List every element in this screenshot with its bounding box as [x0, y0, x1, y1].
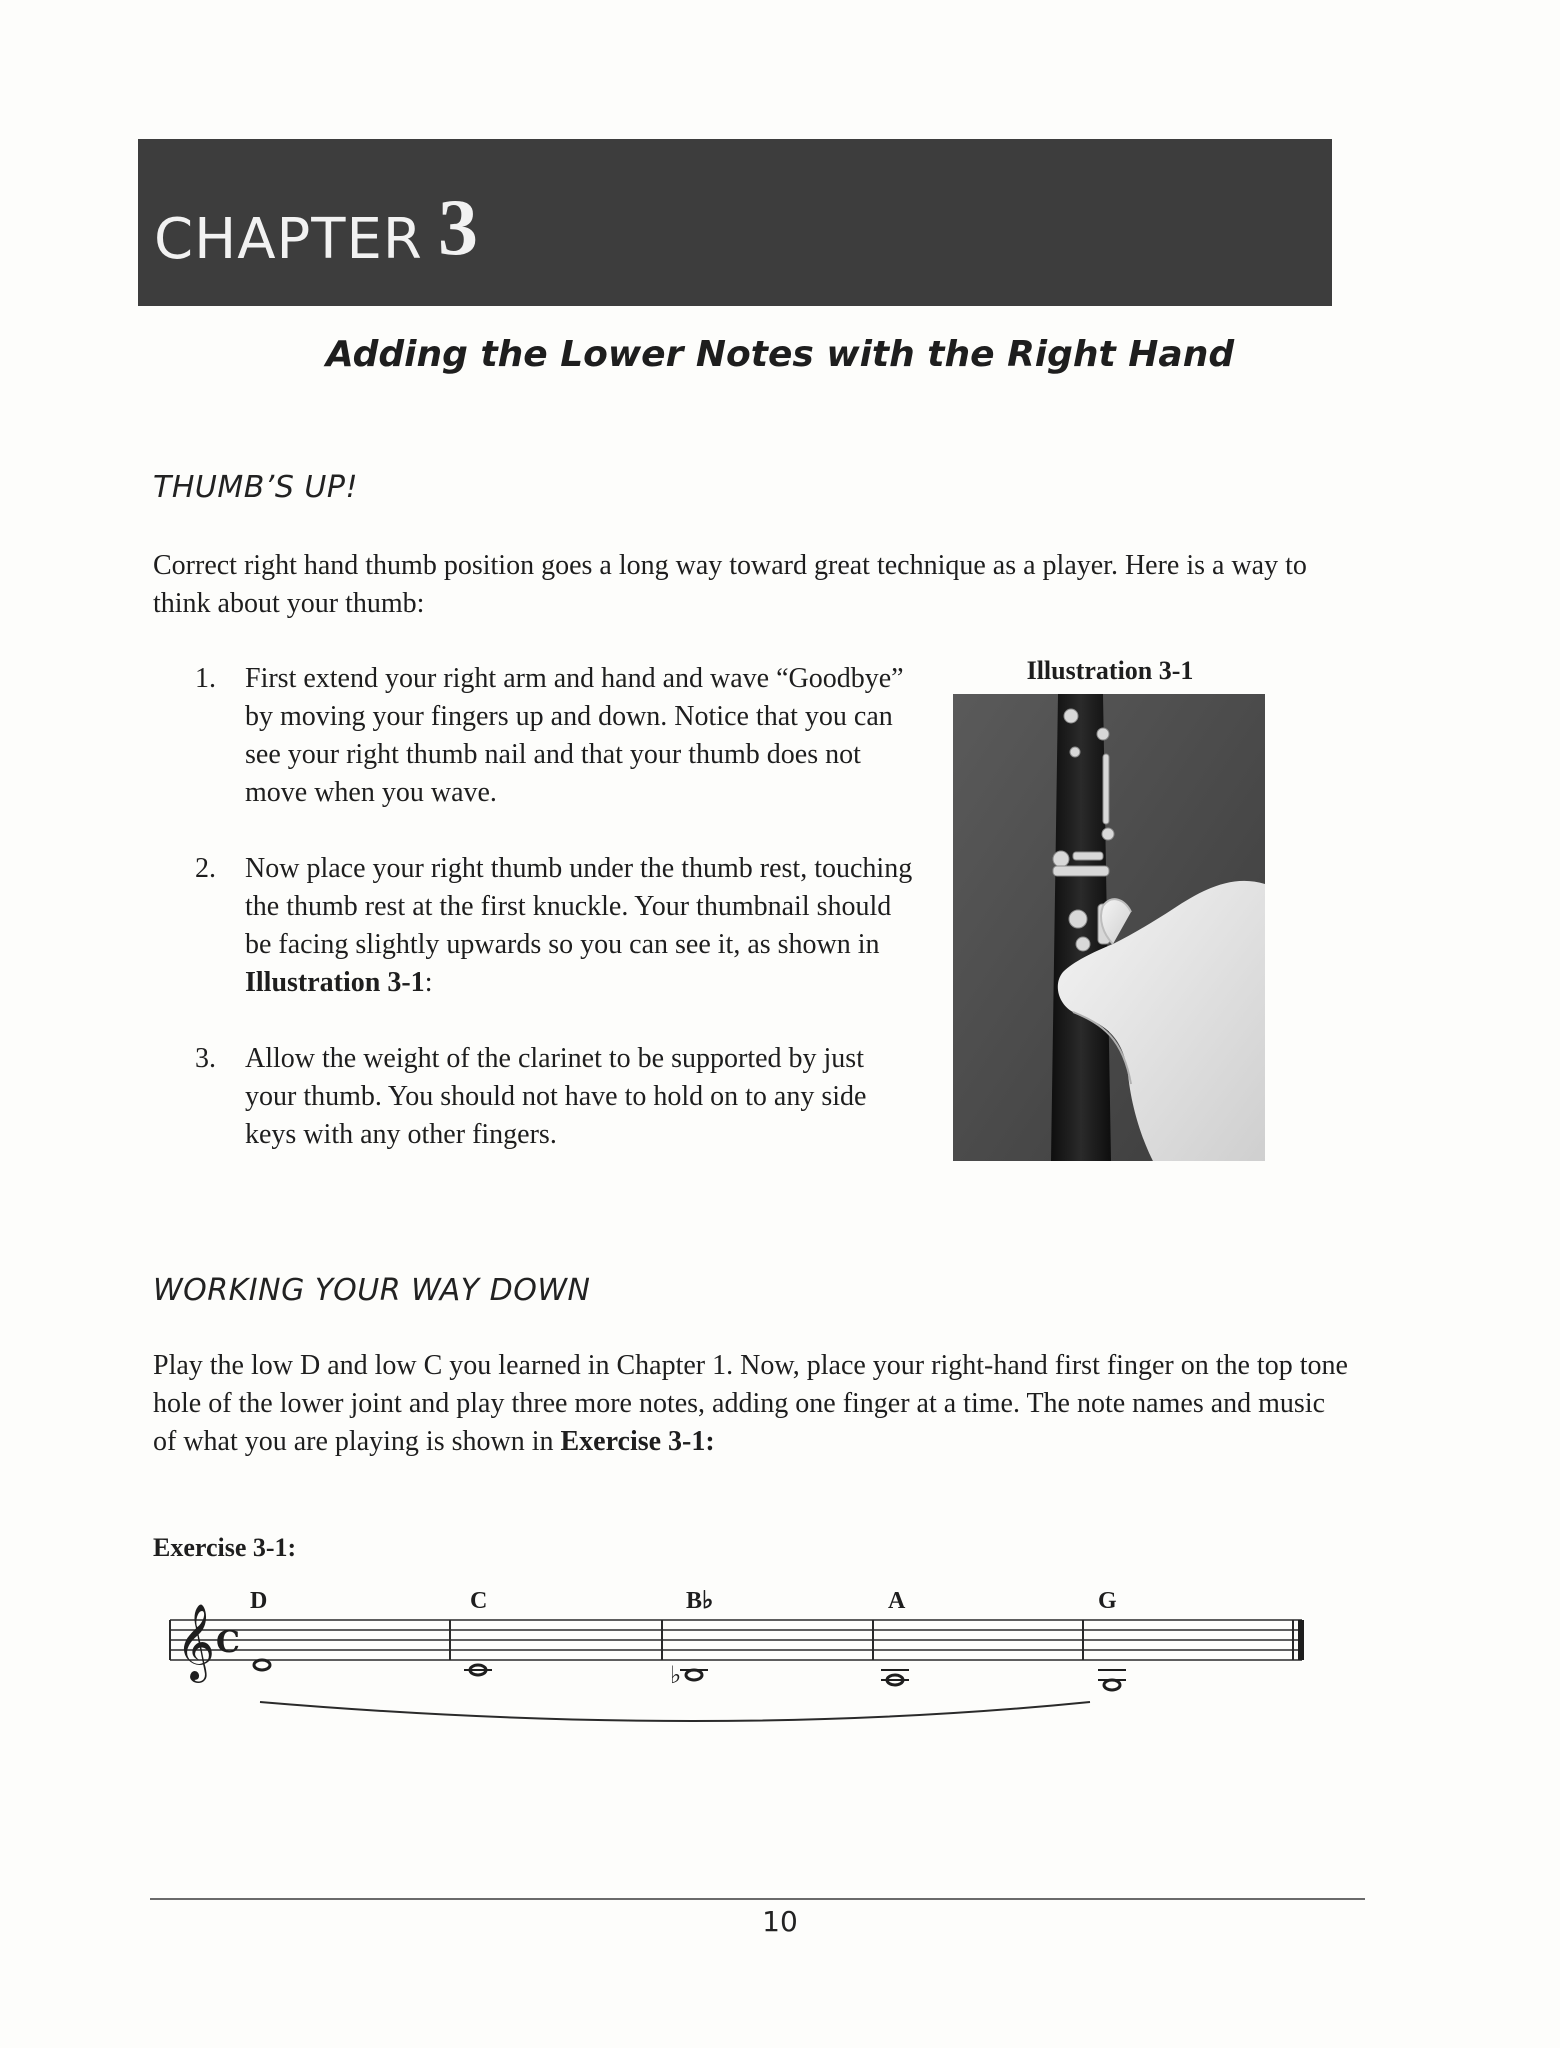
footer-rule — [150, 1898, 1365, 1900]
note-name: D — [250, 1588, 268, 1614]
note-name: C — [470, 1588, 488, 1614]
steps-list — [195, 660, 915, 1192]
intro-paragraph: Correct right hand thumb position goes a long way toward great technique as a player. Here is a way to think about your thumb: — [153, 550, 1307, 619]
list-item — [195, 850, 915, 1002]
list-item — [195, 660, 915, 812]
music-staff — [150, 1580, 1315, 1740]
section-heading-working-down: WORKING YOUR WAY DOWN — [153, 1273, 591, 1308]
step-number: 2. — [195, 853, 216, 884]
whole-note — [686, 1670, 702, 1680]
chapter-word: CHAPTER — [154, 207, 423, 272]
section-heading-thumbs-up: THUMB’S UP! — [153, 470, 358, 505]
treble-clef-icon: 𝄞 — [176, 1603, 216, 1680]
step-number: 3. — [195, 1043, 216, 1074]
working-down-text: Play the low D and low C you learned in Chapter 1. Now, place your right-hand first finger on the top tone hole of the lower joint and play three more notes, adding one finger at a time. The note names and music of what you are playing is shown in — [153, 1350, 1348, 1457]
whole-note — [1104, 1680, 1120, 1690]
illustration-caption: Illustration 3-1 — [1026, 656, 1194, 685]
chapter-subtitle: Adding the Lower Notes with the Right Hand — [325, 334, 1235, 375]
staff-lines — [170, 1620, 1302, 1660]
page-number: 10 — [762, 1905, 798, 1938]
step-text: First extend your right arm and hand and wave “Goodbye” by moving your fingers up and down. Notice that you can see your right thumb nail and that your thumb does not move when you wave. — [245, 663, 904, 808]
clarinet-hand-photo — [953, 694, 1265, 1161]
exercise-label: Exercise 3-1: — [153, 1533, 297, 1562]
common-time-icon: C — [216, 1625, 240, 1660]
whole-note — [254, 1660, 270, 1670]
step-text: Now place your right thumb under the thumb rest, touching the thumb rest at the first knuckle. Your thumbnail should be facing slightly upwards so you can see it, as shown in — [245, 853, 913, 960]
exercise-reference: Exercise 3-1: — [560, 1426, 715, 1457]
note-name: G — [1098, 1588, 1117, 1614]
list-item — [195, 1040, 915, 1154]
working-down-paragraph — [153, 1347, 1353, 1461]
illustration-reference: Illustration 3-1 — [245, 967, 425, 998]
chapter-banner — [138, 139, 1332, 306]
slur — [260, 1702, 1090, 1721]
step-text: Allow the weight of the clarinet to be supported by just your thumb. You should not have to hold on to any side keys with any other fingers. — [245, 1043, 867, 1150]
chapter-number: 3 — [438, 184, 478, 272]
step-suffix: : — [424, 967, 433, 998]
step-number: 1. — [195, 663, 216, 694]
flat-icon: ♭ — [670, 1661, 682, 1689]
note-name: B♭ — [686, 1588, 714, 1614]
note-name: A — [888, 1588, 906, 1614]
